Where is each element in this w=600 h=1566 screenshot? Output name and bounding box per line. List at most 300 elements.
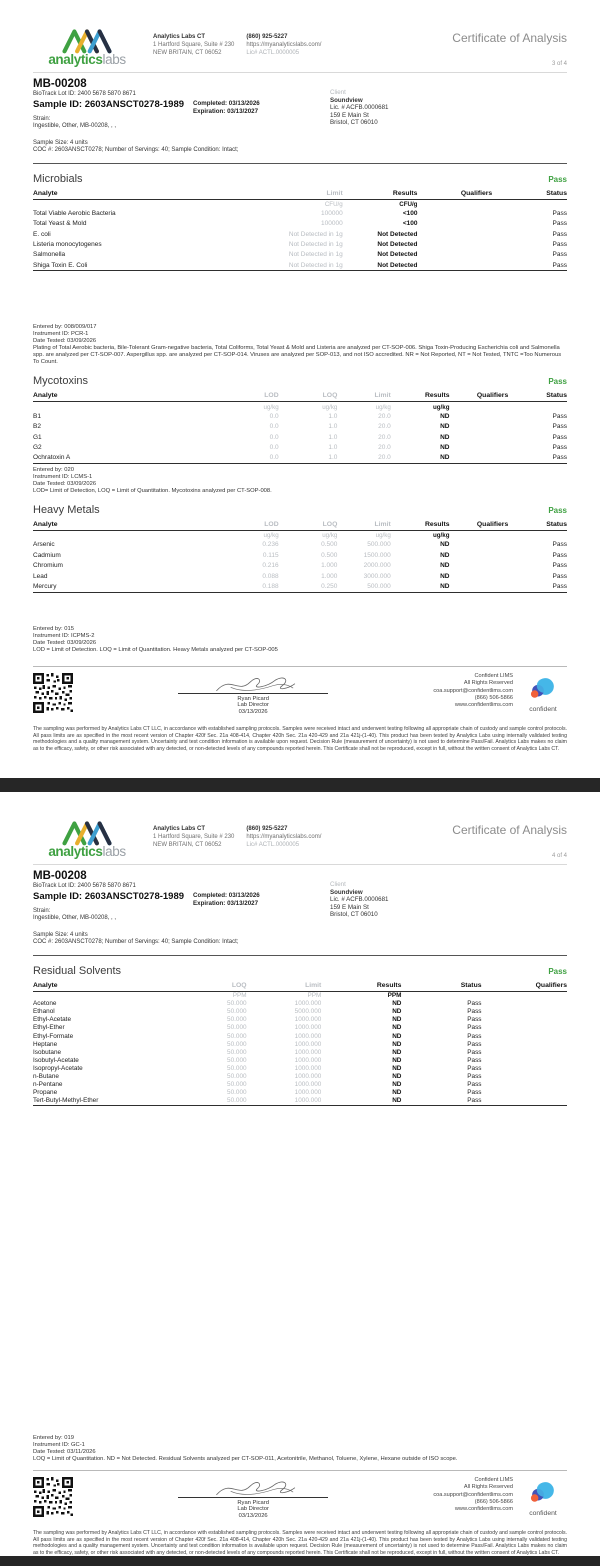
status-cell: Pass <box>552 220 567 228</box>
method-note: LOD = Limit of Detection. LOQ = Limit of Quantitation. Heavy Metals analyzed per CT-SOP-005 <box>33 646 278 653</box>
confident-logo-icon <box>528 1480 558 1506</box>
status-cell: Pass <box>508 581 567 592</box>
analyte-cell: Listeria monocytogenes <box>33 241 102 248</box>
table-row <box>33 239 567 249</box>
sample-id: Sample ID: 2603ANSCT0278-1989 <box>33 890 185 902</box>
units-spacer <box>492 199 567 208</box>
results-units: ug/kg <box>433 532 450 540</box>
table-row <box>33 1048 567 1056</box>
units-row <box>33 402 567 411</box>
signature-block <box>73 1477 433 1520</box>
qualifiers-cell <box>450 540 509 550</box>
mycotoxins-section-header <box>33 375 567 387</box>
units-spacer <box>508 531 567 540</box>
entered-by: Entered by: 020 <box>33 467 74 473</box>
lims-email: coa.support@confidentlims.com <box>433 687 513 694</box>
analyte-cell: Ethanol <box>33 1008 55 1016</box>
loq-cell: 50.000 <box>227 1024 247 1032</box>
limit-cell: 1500.000 <box>363 551 391 559</box>
signer-name: Ryan Picard <box>237 1499 269 1506</box>
limit-cell: 1000.000 <box>294 1081 322 1089</box>
lod-cell: 0.0 <box>231 453 279 464</box>
lims-name: Confident LIMS <box>474 673 513 680</box>
qr-code-icon <box>33 673 73 713</box>
status-cell: Pass <box>552 443 567 451</box>
results-cell: Not Detected <box>377 241 418 248</box>
method-note: LOD= Limit of Detection, LOQ = Limit of Quantitation. Mycotoxins analyzed per CT-SOP-008. <box>33 488 272 494</box>
loq-cell: 1.0 <box>279 453 338 464</box>
results-cell: ND <box>392 1081 402 1089</box>
lab-name: Analytics Labs CT <box>153 34 206 40</box>
qualifiers-cell <box>450 581 509 592</box>
analyte-cell: Acetone <box>33 1000 57 1008</box>
col-results: Results <box>391 519 450 531</box>
date-tested: Date Tested: 03/09/2026 <box>33 639 97 646</box>
lod-cell: 0.088 <box>262 572 279 580</box>
col-status: Status <box>508 390 567 402</box>
limit-cell: 1000.000 <box>294 1056 322 1064</box>
table-row <box>33 422 567 432</box>
page-footer <box>33 1470 567 1520</box>
col-status: Status <box>508 519 567 531</box>
heavy-metals-table <box>33 519 567 593</box>
col-status: Status <box>401 980 481 992</box>
results-cell: ND <box>392 1064 402 1072</box>
col-results: Results <box>321 980 401 992</box>
lims-name: Confident LIMS <box>474 1477 513 1484</box>
loq-cell: 50.000 <box>227 1048 247 1056</box>
results-cell: ND <box>392 1048 402 1056</box>
analyte-cell: Arsenic <box>33 541 55 549</box>
qualifiers-cell <box>482 1056 567 1064</box>
heavy-metals-notes <box>33 626 567 654</box>
loq-cell: 50.000 <box>227 1032 247 1040</box>
limit-cell: 1000.000 <box>294 1000 322 1008</box>
table-row <box>33 229 567 239</box>
sample-info <box>33 73 567 164</box>
instrument-id: Instrument ID: LCMS-1 <box>33 474 93 480</box>
lims-phone: (866) 506-5866 <box>474 694 513 701</box>
table-row <box>33 442 567 452</box>
status-cell: Pass <box>467 1048 482 1056</box>
section-status-badge: Pass <box>548 966 567 976</box>
instrument-id: Instrument ID: GC-1 <box>33 1442 85 1449</box>
qualifiers-cell <box>482 1097 567 1106</box>
units-row <box>33 991 567 1000</box>
section-status-badge: Pass <box>548 174 567 184</box>
analyte-cell: E. coli <box>33 230 51 238</box>
table-row <box>33 432 567 442</box>
mycotoxins-notes <box>33 467 567 495</box>
qualifiers-cell <box>482 1089 567 1097</box>
results-cell: ND <box>440 572 450 580</box>
signer-title: Lab Director <box>237 702 269 709</box>
table-row <box>33 1024 567 1032</box>
sample-dates <box>193 891 260 908</box>
residual-solvents-table <box>33 980 567 1106</box>
header-right <box>452 31 567 67</box>
product-id: MB-00208 <box>33 870 87 882</box>
units-spacer <box>33 402 231 411</box>
status-cell: Pass <box>552 541 567 549</box>
qualifiers-cell <box>450 560 509 570</box>
qualifiers-cell <box>417 260 492 271</box>
analyte-cell: Isopropyl-Acetate <box>33 1064 83 1072</box>
status-cell: Pass <box>467 1024 482 1032</box>
table-header-row <box>33 390 567 402</box>
strain-value: Ingestible, Other, MB-00208, , , <box>33 915 117 921</box>
legal-disclaimer: The sampling was performed by Analytics Labs CT LLC, in accordance with established sampling protocols. Samples were received intact and underwent testing following all appropriate chain of custody and sample control protocols. All pass limits are as specified in the most recent version of Chapter 420f Sec. 21a 408-414, Chapter 420h Sec. 21a 420-429 and 21a 421j-(1-40). This product has been tested by Analytics Labs using internally validated testing methodologies and a quality management system. Uncertainty and test condition information is available upon request. Decision Rule (measurement of uncertainty) is not used to determine Pass/Fail. Analytics Labs makes no claim as to the efficacy, safety, or other risk associated with any detected, or non-detected levels of any compounds reported herein. This Certificate shall not be reproduced, except in full, without the written consent of Analytics Labs CT. <box>33 726 567 752</box>
lab-address-line2: NEW BRITAIN, CT 06052 <box>153 842 222 848</box>
qualifiers-cell <box>450 453 509 464</box>
limit-cell: 1000.000 <box>294 1064 322 1072</box>
status-cell: Pass <box>552 251 567 259</box>
client-block <box>330 89 388 127</box>
analyte-cell: Ethyl-Ether <box>33 1024 65 1032</box>
table-row <box>33 219 567 229</box>
entered-by: Entered by: 015 <box>33 625 74 632</box>
loq-cell: 1.000 <box>321 562 338 570</box>
limit-cell: 2000.000 <box>363 562 391 570</box>
loq-cell: 50.000 <box>227 1016 247 1024</box>
logo-wordmark <box>33 52 141 67</box>
analyte-cell: Lead <box>33 572 48 580</box>
strain-label: Strain: <box>33 115 51 122</box>
status-cell: Pass <box>401 1097 481 1106</box>
table-row <box>33 1040 567 1048</box>
units-row <box>33 199 567 208</box>
results-cell: ND <box>440 412 450 420</box>
results-cell: Not Detected <box>343 260 418 271</box>
limit-units: ug/kg <box>375 532 391 540</box>
limit-cell: 500.000 <box>337 581 390 592</box>
table-row <box>33 1056 567 1064</box>
loq-cell: 50.000 <box>227 1072 247 1080</box>
table-row <box>33 1008 567 1016</box>
loq-cell: 50.000 <box>227 1081 247 1089</box>
qualifiers-cell <box>482 1072 567 1080</box>
lab-phone: (860) 925-5227 <box>246 34 288 40</box>
status-cell: Pass <box>467 1081 482 1089</box>
lab-address-line1: 1 Hartford Square, Suite # 230 <box>153 42 235 48</box>
table-row <box>33 260 567 271</box>
signature-block <box>73 673 433 716</box>
logo-labs-text: labs <box>102 844 126 859</box>
table-row <box>33 453 567 464</box>
analyte-cell: Ethyl-Formate <box>33 1032 74 1040</box>
col-loq: LOQ <box>279 519 338 531</box>
loq-cell: 1.0 <box>328 443 338 451</box>
qualifiers-cell <box>417 208 492 218</box>
signer-title: Lab Director <box>237 1506 269 1513</box>
status-cell: Pass <box>552 412 567 420</box>
limit-cell: 500.000 <box>367 541 391 549</box>
coc-line: COC #: 2603ANSCT0278; Number of Servings: 40; Sample Condition: Intact; <box>33 147 239 153</box>
col-loq: LOQ <box>279 390 338 402</box>
limit-cell: 1000.000 <box>294 1032 322 1040</box>
results-cell: ND <box>392 1016 402 1024</box>
results-cell: ND <box>440 551 450 559</box>
status-cell: Pass <box>552 433 567 441</box>
results-cell: ND <box>440 562 450 570</box>
units-spacer <box>508 402 567 411</box>
qualifiers-cell <box>482 1081 567 1089</box>
qualifiers-cell <box>417 250 492 260</box>
method-note: Plating of Total Aerobic bacteria, Bile-Tolerant Gram-negative bacteria, Total Coliforms, Total Yeast & Mold and Listeria are analyzed per CT-SOP-006. Shiga Toxin-Producing Escherichia coli and Salmonella spp. are analyzed per CT-SOP-007. Aspergillus spp. are analyzed per CT-SOP-014. Viruses are analyzed per SOP-013, and not ISO accredited. NR = Not Reported, NT = Not Tested, TNTC =Too Numerous To Count. <box>33 345 562 366</box>
table-row <box>33 560 567 570</box>
loq-units: PPM <box>232 992 247 1000</box>
table-row <box>33 1064 567 1072</box>
loq-cell: 1.0 <box>328 433 338 441</box>
table-row <box>33 571 567 581</box>
limit-cell: 20.0 <box>378 412 391 420</box>
results-cell: ND <box>321 1097 401 1106</box>
confident-logo-text: confident <box>529 706 557 714</box>
col-lod: LOD <box>231 390 279 402</box>
qualifiers-cell <box>482 1040 567 1048</box>
col-qualifiers: Qualifiers <box>450 519 509 531</box>
results-cell: Not Detected <box>377 251 418 259</box>
limit-cell: 5000.000 <box>294 1008 322 1016</box>
lod-cell: 0.236 <box>262 541 279 549</box>
lab-name: Analytics Labs CT <box>153 826 206 832</box>
status-cell: Pass <box>467 1008 482 1016</box>
status-cell: Pass <box>492 260 567 271</box>
results-units: ug/kg <box>433 403 450 411</box>
results-cell: ND <box>440 443 450 451</box>
lod-cell: 0.0 <box>269 443 279 451</box>
analyte-cell: B2 <box>33 423 41 431</box>
client-license: Lic. # ACFB.0000681 <box>330 896 389 904</box>
signature-line <box>178 1497 328 1520</box>
col-analyte: Analyte <box>33 390 231 402</box>
qualifiers-cell <box>482 1024 567 1032</box>
status-cell: Pass <box>552 230 567 238</box>
status-cell: Pass <box>467 1032 482 1040</box>
qualifiers-cell <box>450 571 509 581</box>
strain-label: Strain: <box>33 907 51 914</box>
date-tested: Date Tested: 03/09/2026 <box>33 481 97 487</box>
analyte-cell: Chromium <box>33 562 63 570</box>
units-spacer <box>482 991 567 1000</box>
loq-cell: 50.000 <box>227 1089 247 1097</box>
page-header <box>33 27 567 73</box>
col-qualifiers: Qualifiers <box>482 980 567 992</box>
units-spacer <box>401 991 481 1000</box>
results-cell: ND <box>392 1032 402 1040</box>
client-block <box>330 881 388 919</box>
col-results: Results <box>391 390 450 402</box>
lab-contact-block <box>246 33 321 57</box>
limit-cell: 100000 <box>321 209 343 217</box>
sample-size: Sample Size: 4 units <box>33 931 88 938</box>
results-cell: <100 <box>402 209 418 217</box>
table-row <box>33 540 567 550</box>
results-cell: ND <box>391 581 450 592</box>
status-cell: Pass <box>467 1000 482 1008</box>
microbials-notes <box>33 324 567 366</box>
page-number: 4 of 4 <box>551 853 567 859</box>
lod-cell: 0.216 <box>262 562 279 570</box>
date-tested: Date Tested: 03/11/2026 <box>33 1449 96 1456</box>
biotrack-lot-id: BioTrack Lot ID: 2400 5678 5870 8671 <box>33 91 136 97</box>
table-row <box>33 1072 567 1080</box>
loq-cell: 50.000 <box>227 1056 247 1064</box>
loq-cell: 50.000 <box>177 1097 246 1106</box>
client-name: Soundview <box>330 96 363 104</box>
limit-cell: 1000.000 <box>294 1089 322 1097</box>
table-row <box>33 411 567 421</box>
analyte-cell: Total Viable Aerobic Bacteria <box>33 209 116 217</box>
method-note: LOQ = Limit of Quantitation. ND = Not Detected. Residual Solvents analyzed per CT-SOP-011, Acetonitrile, Methanol, Toluene, Xylene, Hexane outside of ISO scope. <box>33 1456 458 1463</box>
analyte-cell: Mercury <box>33 581 231 592</box>
legal-disclaimer: The sampling was performed by Analytics Labs CT LLC, in accordance with established sampling protocols. Samples were received intact and underwent testing following all appropriate chain of custody and sample control protocols. All pass limits are as specified in the most recent version of Chapter 420f Sec. 21a 408-414, Chapter 420h Sec. 21a 420-429 and 21a 421j-(1-40). This product has been tested by Analytics Labs using internally validated testing methodologies and a quality management system. Uncertainty and test condition information is available upon request. Decision Rule (measurement of uncertainty) is not used to determine Pass/Fail. Analytics Labs makes no claim as to the efficacy, safety, or other risk associated with any detected, or non-detected levels of any compounds reported herein. This Certificate shall not be reproduced, except in full, without the written consent of Analytics Labs CT. <box>33 1530 567 1556</box>
confident-logo-text: confident <box>529 1510 557 1518</box>
mycotoxins-table <box>33 390 567 464</box>
limit-cell: 1000.000 <box>294 1024 322 1032</box>
strain-value: Ingestible, Other, MB-00208, , , <box>33 123 117 129</box>
limit-units: ug/kg <box>375 403 391 411</box>
status-cell: Pass <box>467 1056 482 1064</box>
status-cell: Pass <box>552 423 567 431</box>
loq-cell: 50.000 <box>227 1008 247 1016</box>
results-cell: <100 <box>402 220 418 228</box>
results-cell: ND <box>392 1089 402 1097</box>
analyte-cell: Tert-Butyl-Methyl-Ether <box>33 1097 177 1106</box>
residual-solvents-section-header <box>33 965 567 977</box>
residual-solvents-notes <box>33 1435 567 1463</box>
certificate-title: Certificate of Analysis <box>452 31 567 45</box>
lod-cell: 0.0 <box>269 412 279 420</box>
lims-site: www.confidentlims.com <box>454 1505 513 1512</box>
results-cell: ND <box>392 1000 402 1008</box>
col-limit: Limit <box>247 980 322 992</box>
date-tested: Date Tested: 03/09/2026 <box>33 338 97 345</box>
limit-cell: 20.0 <box>378 443 391 451</box>
loq-units: ug/kg <box>322 403 338 411</box>
qualifiers-cell <box>417 219 492 229</box>
results-cell: ND <box>392 1056 402 1064</box>
sample-id-row <box>33 96 567 116</box>
limit-units: PPM <box>307 992 322 1000</box>
limit-cell: 100000 <box>321 220 343 228</box>
col-limit: Limit <box>231 188 343 200</box>
col-limit: Limit <box>337 390 390 402</box>
lab-address-block <box>153 33 234 57</box>
table-header-row <box>33 519 567 531</box>
client-address2: Bristol, CT 06010 <box>330 911 378 919</box>
limit-cell: Not Detected in 1g <box>231 260 343 271</box>
units-spacer <box>450 402 509 411</box>
analyte-cell: Salmonella <box>33 251 66 259</box>
analyte-cell: Ochratoxin A <box>33 453 231 464</box>
limit-cell: Not Detected in 1g <box>288 251 343 259</box>
loq-cell: 0.250 <box>279 581 338 592</box>
client-address1: 159 E Main St <box>330 903 369 911</box>
qualifiers-cell <box>450 411 509 421</box>
section-title: Mycotoxins <box>33 375 89 388</box>
limit-cell: 20.0 <box>378 433 391 441</box>
col-limit: Limit <box>337 519 390 531</box>
analyte-cell: Isobutane <box>33 1048 62 1056</box>
client-address1: 159 E Main St <box>330 111 369 119</box>
microbials-table <box>33 188 567 272</box>
status-cell: Pass <box>467 1016 482 1024</box>
col-loq: LOQ <box>177 980 246 992</box>
analytics-labs-zigzag-icon <box>61 27 113 54</box>
confident-logo <box>519 673 567 713</box>
entered-by: Entered by: 019 <box>33 1435 74 1442</box>
loq-cell: 50.000 <box>227 1040 247 1048</box>
logo-analytics-text: analytics <box>48 52 103 67</box>
results-cell: ND <box>392 1024 402 1032</box>
table-header-row <box>33 188 567 200</box>
lims-info <box>433 1477 513 1513</box>
units-row <box>33 531 567 540</box>
results-cell: Not Detected <box>377 230 418 238</box>
table-row <box>33 581 567 592</box>
analyte-cell: Isobutyl-Acetate <box>33 1056 79 1064</box>
results-cell: ND <box>392 1072 402 1080</box>
lab-website: https://myanalyticslabs.com/ <box>246 834 322 840</box>
lims-info <box>433 673 513 709</box>
analyte-cell: n-Butane <box>33 1072 59 1080</box>
loq-cell: 50.000 <box>227 1000 247 1008</box>
page-number: 3 of 4 <box>551 61 567 67</box>
status-cell: Pass <box>467 1089 482 1097</box>
signature-line <box>178 693 328 716</box>
qualifiers-cell <box>450 550 509 560</box>
confident-logo <box>519 1477 567 1517</box>
lab-license: Lic# ACTL.0000005 <box>246 842 300 848</box>
analyte-cell: Shiga Toxin E. Coli <box>33 260 231 271</box>
table-row <box>33 1032 567 1040</box>
status-cell: Pass <box>552 209 567 217</box>
qualifiers-cell <box>482 1008 567 1016</box>
units-spacer <box>450 531 509 540</box>
limit-cell: Not Detected in 1g <box>288 230 343 238</box>
results-units: PPM <box>387 992 402 1000</box>
lod-cell: 0.115 <box>262 551 279 559</box>
limit-cell: 1000.000 <box>294 1040 322 1048</box>
qualifiers-cell <box>450 442 509 452</box>
lab-contact-block <box>246 825 321 849</box>
lims-email: coa.support@confidentlims.com <box>433 1491 513 1498</box>
page-footer <box>33 666 567 716</box>
entered-by: Entered by: 008/009/017 <box>33 324 97 331</box>
logo-labs-text: labs <box>102 52 126 67</box>
coa-page-4 <box>0 792 600 1556</box>
qualifiers-cell <box>450 432 509 442</box>
section-title: Heavy Metals <box>33 504 100 516</box>
status-cell: Pass <box>467 1064 482 1072</box>
qualifiers-cell <box>450 422 509 432</box>
client-license: Lic. # ACFB.0000681 <box>330 104 389 112</box>
section-status-badge: Pass <box>548 506 567 515</box>
loq-units: ug/kg <box>322 532 338 540</box>
results-cell: ND <box>440 541 450 549</box>
units-spacer <box>33 199 231 208</box>
lod-units: ug/kg <box>263 532 279 540</box>
product-id: MB-00208 <box>33 78 87 90</box>
lims-phone: (866) 506-5866 <box>474 1498 513 1505</box>
section-title: Microbials <box>33 172 83 185</box>
limit-units: CFU/g <box>324 200 343 208</box>
client-address2: Bristol, CT 06010 <box>330 119 378 127</box>
page-break-bar <box>0 778 600 792</box>
col-results: Results <box>343 188 418 200</box>
sign-date: 03/13/2026 <box>238 1513 268 1520</box>
